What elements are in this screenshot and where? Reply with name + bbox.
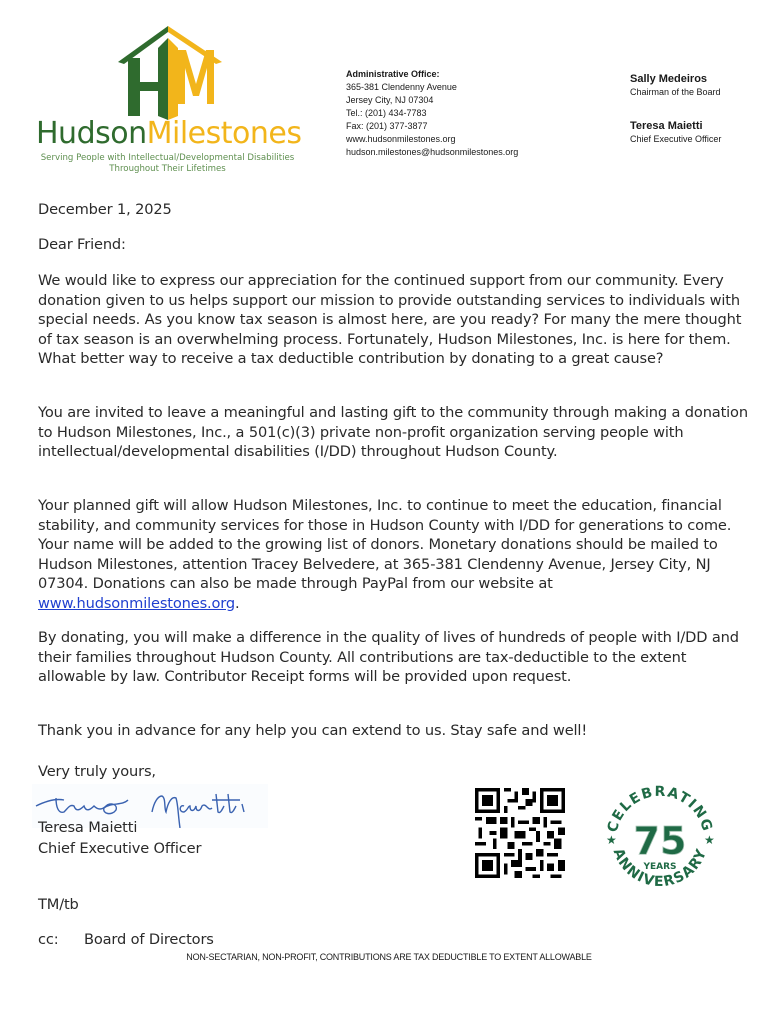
logo-wordmark	[36, 116, 301, 151]
signer-title: Chief Executive Officer	[38, 840, 202, 857]
office-email: hudson.milestones@hudsonmilestones.org	[346, 147, 519, 157]
letter-paragraph-3	[38, 496, 758, 614]
letter-paragraph-1: We would like to express our appreciation for the continued support from our community. Every donation given to us helps support our mission to provide outstanding services to individuals with special needs. As you know tax season is almost here, are you ready? For many the mere thought of tax season is an overwhelming process. Fortunately, Hudson Milestones, Inc. is here for them. What better way to receive a tax deductible contribution by donating to a great cause?	[38, 272, 742, 368]
website-link[interactable]: www.hudsonmilestones.org	[38, 594, 236, 612]
paragraph-3-end: .	[235, 594, 240, 612]
logo-tagline-line1: Serving People with Intellectual/Developmental Disabilities	[40, 153, 295, 163]
letter-paragraph-2: You are invited to leave a meaningful and lasting gift to the community through making a donation to Hudson Milestones, Inc., a 501(c)(3) private non-profit organization serving people with intellectual/developmental disabilities (I/DD) throughout Hudson County.	[38, 404, 748, 461]
svg-text:YEARS: YEARS	[643, 862, 677, 872]
officer-name-chairman: Sally Medeiros	[630, 73, 708, 85]
logo-name-milestones: Milestones	[146, 116, 302, 151]
administrative-office-block	[346, 68, 518, 159]
svg-text:75: 75	[633, 819, 687, 863]
logo-name-hudson: Hudson	[36, 116, 147, 151]
qr-code-icon[interactable]	[475, 788, 565, 878]
letter-paragraph-4: By donating, you will make a difference in the quality of lives of hundreds of people with I/DD and their families throughout Hudson County. All contributions are tax-deductible to the extent allowable by law. Contributor Receipt forms will be provided upon request.	[38, 629, 739, 686]
office-address-line1: 365-381 Clendenny Avenue	[346, 82, 457, 92]
svg-text:CELEBRATING: CELEBRATING	[604, 783, 716, 835]
officer-title-ceo: Chief Executive Officer	[630, 134, 722, 144]
svg-text:ANNIVERSARY: ANNIVERSARY	[609, 846, 711, 891]
officer-title-chairman: Chairman of the Board	[630, 87, 721, 97]
house-monogram-icon	[30, 20, 310, 120]
cc-recipients: Board of Directors	[84, 931, 214, 948]
letter-date: December 1, 2025	[38, 201, 172, 218]
office-fax: Fax: (201) 377-3877	[346, 121, 428, 131]
office-website: www.hudsonmilestones.org	[346, 134, 456, 144]
footer-disclaimer: NON-SECTARIAN, NON-PROFIT, CONTRIBUTIONS ARE TAX DEDUCTIBLE TO EXTENT ALLOWABLE	[186, 952, 592, 962]
signer-name: Teresa Maietti	[38, 819, 138, 836]
organization-logo	[30, 20, 310, 180]
svg-text:★: ★	[606, 833, 617, 847]
anniversary-badge	[598, 778, 722, 898]
letter-salutation: Dear Friend:	[38, 236, 126, 253]
cc-line	[38, 930, 758, 950]
officers-block	[630, 72, 721, 146]
letter-paragraph-5: Thank you in advance for any help you can extend to us. Stay safe and well!	[38, 722, 588, 739]
typist-initials: TM/tb	[38, 896, 79, 913]
logo-tagline-line2: Throughout Their Lifetimes	[109, 164, 226, 174]
officer-name-ceo: Teresa Maietti	[630, 120, 703, 132]
anniversary-seal-icon	[598, 778, 722, 898]
office-heading: Administrative Office:	[346, 69, 440, 79]
paragraph-3-text: Your planned gift will allow Hudson Milestones, Inc. to continue to meet the education, financial stability, and community services for those in Hudson County with I/DD for generations to come. Your name will be added to the growing list of donors. Monetary donations should be mailed to Hudson Milestones, attention Tracey Belvedere, at 365-381 Clendenny Avenue, Jersey City, NJ 07304. Donations can also be made through PayPal from our website at	[38, 497, 732, 593]
letter-closing: Very truly yours,	[38, 763, 156, 780]
office-telephone: Tel.: (201) 434-7783	[346, 108, 427, 118]
office-address-line2: Jersey City, NJ 07304	[346, 95, 434, 105]
svg-text:★: ★	[704, 833, 715, 847]
cc-label: cc:	[38, 931, 59, 948]
